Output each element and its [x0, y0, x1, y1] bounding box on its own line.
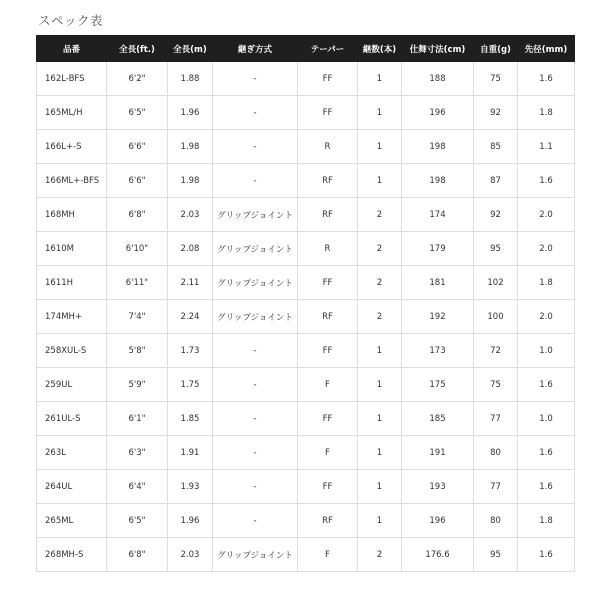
cell-taper: F — [298, 368, 358, 402]
table-row — [37, 538, 575, 572]
cell-taper: FF — [298, 96, 358, 130]
cell-weight: 85 — [474, 130, 518, 164]
cell-model: 168MH — [37, 198, 107, 232]
cell-joint-type: - — [213, 164, 298, 198]
cell-closed-length: 198 — [402, 130, 474, 164]
cell-length-ft: 6'8" — [107, 198, 168, 232]
cell-joint-type: - — [213, 470, 298, 504]
cell-pieces: 1 — [358, 504, 402, 538]
cell-pieces: 2 — [358, 538, 402, 572]
cell-length-m: 1.91 — [168, 436, 213, 470]
table-row — [37, 62, 575, 96]
cell-taper: R — [298, 130, 358, 164]
cell-length-ft: 6'2" — [107, 62, 168, 96]
cell-taper: F — [298, 436, 358, 470]
cell-joint-type: - — [213, 130, 298, 164]
table-row — [37, 164, 575, 198]
cell-weight: 72 — [474, 334, 518, 368]
cell-joint-type: グリップジョイント — [213, 198, 298, 232]
cell-closed-length: 196 — [402, 504, 474, 538]
header-closed-length: 仕舞寸法(cm) — [402, 35, 474, 62]
spec-table-body — [37, 62, 575, 572]
cell-length-ft: 6'5" — [107, 504, 168, 538]
cell-weight: 80 — [474, 436, 518, 470]
cell-length-m: 2.08 — [168, 232, 213, 266]
table-row — [37, 334, 575, 368]
cell-weight: 75 — [474, 368, 518, 402]
cell-length-m: 1.96 — [168, 96, 213, 130]
table-row — [37, 470, 575, 504]
cell-model: 263L — [37, 436, 107, 470]
cell-length-ft: 6'6" — [107, 130, 168, 164]
cell-joint-type: - — [213, 62, 298, 96]
spec-table-container — [36, 35, 568, 572]
cell-taper: FF — [298, 470, 358, 504]
table-row — [37, 402, 575, 436]
header-tip-diameter: 先径(mm) — [518, 35, 575, 62]
cell-closed-length: 196 — [402, 96, 474, 130]
cell-model: 259UL — [37, 368, 107, 402]
cell-tip-diameter: 1.0 — [518, 334, 575, 368]
cell-weight: 77 — [474, 470, 518, 504]
cell-length-ft: 5'8" — [107, 334, 168, 368]
cell-weight: 92 — [474, 96, 518, 130]
cell-taper: FF — [298, 62, 358, 96]
cell-closed-length: 179 — [402, 232, 474, 266]
cell-weight: 102 — [474, 266, 518, 300]
cell-closed-length: 188 — [402, 62, 474, 96]
table-row — [37, 300, 575, 334]
cell-model: 261UL-S — [37, 402, 107, 436]
cell-pieces: 2 — [358, 198, 402, 232]
cell-length-ft: 6'3" — [107, 436, 168, 470]
cell-joint-type: - — [213, 402, 298, 436]
cell-closed-length: 191 — [402, 436, 474, 470]
cell-tip-diameter: 1.6 — [518, 164, 575, 198]
cell-length-m: 1.85 — [168, 402, 213, 436]
cell-weight: 77 — [474, 402, 518, 436]
header-pieces: 継数(本) — [358, 35, 402, 62]
cell-taper: FF — [298, 334, 358, 368]
cell-model: 258XUL-S — [37, 334, 107, 368]
cell-length-ft: 7'4" — [107, 300, 168, 334]
cell-weight: 95 — [474, 232, 518, 266]
cell-model: 1610M — [37, 232, 107, 266]
table-row — [37, 368, 575, 402]
cell-closed-length: 185 — [402, 402, 474, 436]
cell-tip-diameter: 2.0 — [518, 300, 575, 334]
header-length-ft: 全長(ft.) — [107, 35, 168, 62]
header-length-m: 全長(m) — [168, 35, 213, 62]
table-row — [37, 504, 575, 538]
cell-joint-type: - — [213, 334, 298, 368]
cell-pieces: 1 — [358, 130, 402, 164]
cell-tip-diameter: 1.0 — [518, 402, 575, 436]
cell-length-m: 1.73 — [168, 334, 213, 368]
cell-length-m: 2.24 — [168, 300, 213, 334]
cell-closed-length: 198 — [402, 164, 474, 198]
cell-weight: 80 — [474, 504, 518, 538]
cell-pieces: 1 — [358, 164, 402, 198]
cell-length-ft: 6'10" — [107, 232, 168, 266]
cell-pieces: 2 — [358, 300, 402, 334]
cell-taper: FF — [298, 266, 358, 300]
cell-length-m: 1.88 — [168, 62, 213, 96]
cell-tip-diameter: 1.6 — [518, 470, 575, 504]
table-row — [37, 96, 575, 130]
cell-joint-type: グリップジョイント — [213, 266, 298, 300]
cell-tip-diameter: 1.8 — [518, 96, 575, 130]
cell-tip-diameter: 1.8 — [518, 504, 575, 538]
cell-taper: F — [298, 538, 358, 572]
cell-pieces: 1 — [358, 470, 402, 504]
cell-length-m: 1.93 — [168, 470, 213, 504]
cell-pieces: 1 — [358, 436, 402, 470]
spec-table-title: スペック表 — [38, 13, 104, 28]
cell-model: 162L-BFS — [37, 62, 107, 96]
cell-length-ft: 6'11" — [107, 266, 168, 300]
cell-closed-length: 176.6 — [402, 538, 474, 572]
cell-model: 174MH+ — [37, 300, 107, 334]
cell-tip-diameter: 2.0 — [518, 198, 575, 232]
cell-model: 264UL — [37, 470, 107, 504]
cell-tip-diameter: 1.6 — [518, 538, 575, 572]
table-row — [37, 130, 575, 164]
cell-joint-type: グリップジョイント — [213, 300, 298, 334]
cell-taper: RF — [298, 504, 358, 538]
cell-length-m: 2.03 — [168, 538, 213, 572]
cell-tip-diameter: 1.8 — [518, 266, 575, 300]
cell-joint-type: - — [213, 96, 298, 130]
table-row — [37, 266, 575, 300]
cell-closed-length: 173 — [402, 334, 474, 368]
cell-joint-type: - — [213, 436, 298, 470]
spec-table — [36, 35, 575, 572]
cell-taper: RF — [298, 198, 358, 232]
spec-table-header — [37, 35, 575, 62]
cell-model: 265ML — [37, 504, 107, 538]
cell-length-ft: 6'1" — [107, 402, 168, 436]
cell-pieces: 1 — [358, 96, 402, 130]
cell-joint-type: グリップジョイント — [213, 538, 298, 572]
cell-pieces: 1 — [358, 62, 402, 96]
cell-length-m: 2.03 — [168, 198, 213, 232]
cell-length-m: 1.75 — [168, 368, 213, 402]
header-row — [37, 35, 575, 62]
cell-length-m: 1.98 — [168, 130, 213, 164]
cell-closed-length: 193 — [402, 470, 474, 504]
cell-model: 166L+-S — [37, 130, 107, 164]
table-row — [37, 198, 575, 232]
cell-weight: 100 — [474, 300, 518, 334]
cell-length-m: 2.11 — [168, 266, 213, 300]
cell-pieces: 1 — [358, 402, 402, 436]
cell-length-ft: 6'5" — [107, 96, 168, 130]
cell-pieces: 2 — [358, 232, 402, 266]
cell-pieces: 2 — [358, 266, 402, 300]
cell-model: 165ML/H — [37, 96, 107, 130]
header-model: 品番 — [37, 35, 107, 62]
cell-model: 268MH-S — [37, 538, 107, 572]
cell-taper: RF — [298, 164, 358, 198]
cell-length-ft: 6'6" — [107, 164, 168, 198]
cell-closed-length: 192 — [402, 300, 474, 334]
cell-weight: 95 — [474, 538, 518, 572]
cell-length-ft: 6'8" — [107, 538, 168, 572]
cell-weight: 92 — [474, 198, 518, 232]
header-taper: テーパー — [298, 35, 358, 62]
cell-tip-diameter: 2.0 — [518, 232, 575, 266]
cell-closed-length: 181 — [402, 266, 474, 300]
cell-length-ft: 5'9" — [107, 368, 168, 402]
cell-model: 166ML+-BFS — [37, 164, 107, 198]
table-row — [37, 232, 575, 266]
header-joint-type: 継ぎ方式 — [213, 35, 298, 62]
cell-weight: 87 — [474, 164, 518, 198]
cell-pieces: 1 — [358, 368, 402, 402]
header-weight: 自重(g) — [474, 35, 518, 62]
cell-pieces: 1 — [358, 334, 402, 368]
cell-length-m: 1.98 — [168, 164, 213, 198]
cell-closed-length: 174 — [402, 198, 474, 232]
cell-length-m: 1.96 — [168, 504, 213, 538]
cell-closed-length: 175 — [402, 368, 474, 402]
cell-tip-diameter: 1.6 — [518, 62, 575, 96]
cell-tip-diameter: 1.6 — [518, 436, 575, 470]
cell-length-ft: 6'4" — [107, 470, 168, 504]
cell-taper: FF — [298, 402, 358, 436]
cell-weight: 75 — [474, 62, 518, 96]
cell-tip-diameter: 1.1 — [518, 130, 575, 164]
cell-joint-type: - — [213, 368, 298, 402]
cell-taper: R — [298, 232, 358, 266]
cell-joint-type: - — [213, 504, 298, 538]
cell-taper: RF — [298, 300, 358, 334]
cell-joint-type: グリップジョイント — [213, 232, 298, 266]
cell-tip-diameter: 1.6 — [518, 368, 575, 402]
table-row — [37, 436, 575, 470]
cell-model: 1611H — [37, 266, 107, 300]
